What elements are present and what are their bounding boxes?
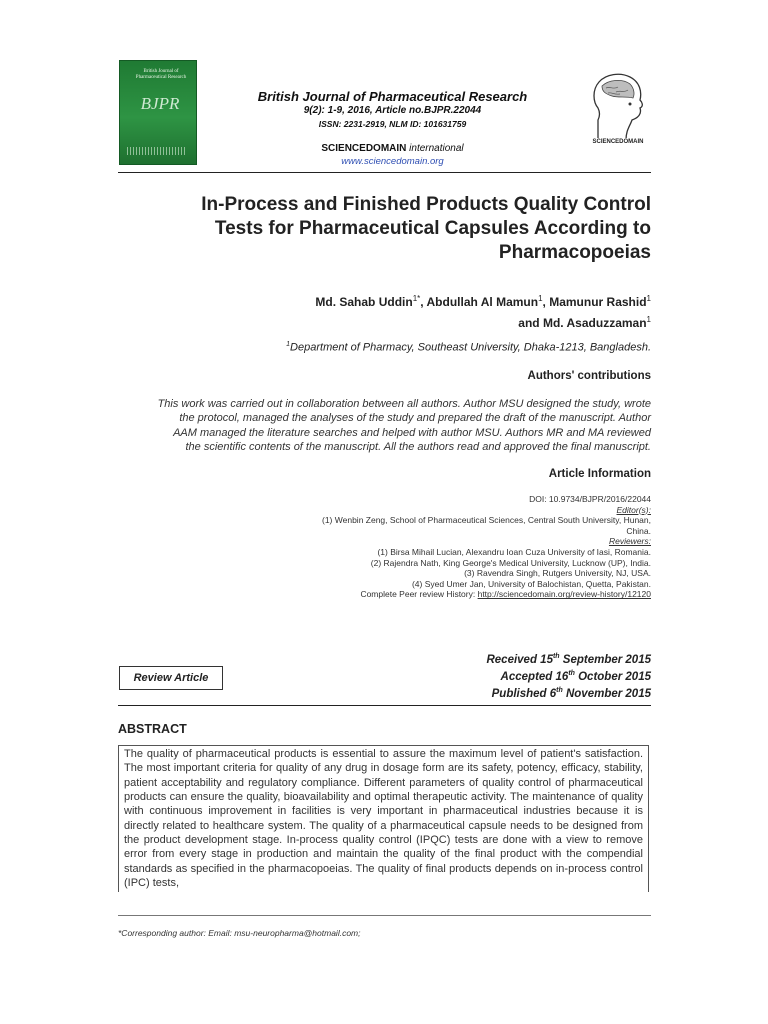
publisher-logo-icon <box>586 68 650 148</box>
reviewers-label: Reviewers: <box>608 536 651 547</box>
editor-item: (1) Wenbin Zeng, School of Pharmaceutical Sciences, Central South University, Hunan, <box>322 515 651 526</box>
editors-label: Editor(s): <box>616 504 651 515</box>
affiliation: $^1$Department of Pharmacy, Southeast University, Dhaka-1213, Bangladesh. <box>286 341 651 354</box>
author-list: Md. Sahab Uddin$^{1*}$, Abdullah Al Mamun$^1$, Mamunur Rashid$^1$ and Md. Asaduzzaman$^1$ <box>315 294 651 330</box>
article-type-badge: Review Article <box>119 666 223 690</box>
footnote-divider <box>118 915 651 916</box>
journal-volume: 9(2): 1-9, 2016, Article no.BJPR.22044 <box>303 105 482 116</box>
corresponding-author-footnote: *Corresponding author: Email: msu-neuropharma@hotmail.com; <box>118 928 361 938</box>
article-info-heading: Article Information <box>548 468 651 480</box>
publication-dates: Received 15th September 2015 Accepted 16th October 2015 Published 6th November 2015 <box>486 653 651 700</box>
reviewer-item: (4) Syed Umer Jan, University of Balochistan, Quetta, Pakistan. <box>411 578 651 589</box>
contributions-text: This work was carried out in collaboration between all authors. Author MSU designed the study, wrote the protocol, managed the analyses of the study and prepared the draft of the manuscript. Author AAM managed the literature searches and helped with author MSU. Authors MR and MA reviewed the scientific contents of the manuscript. All the authors read and approved the final manuscript. <box>157 398 651 454</box>
cover-logo: BJPR <box>140 94 180 113</box>
cover-barcode <box>127 147 187 155</box>
review-history-link[interactable]: http://sciencedomain.org/review-history/12120 <box>477 589 651 600</box>
cover-title: British Journal of Pharmaceutical Research <box>135 69 187 80</box>
reviewer-item: (1) Birsa Mihail Lucian, Alexandru Ioan Cuza University of Iasi, Romania. <box>377 546 651 557</box>
article-title: In-Process and Finished Products Quality Control Tests for Pharmaceutical Capsules According to Pharmacopoeias <box>201 194 651 263</box>
publisher-name: SCIENCEDOMAIN international <box>321 143 464 154</box>
header-divider <box>118 172 651 173</box>
doi: DOI: 10.9734/BJPR/2016/22044 <box>529 494 651 504</box>
abstract-divider <box>118 705 651 706</box>
contributions-heading: Authors' contributions <box>527 370 651 382</box>
journal-cover-image <box>119 60 197 165</box>
editor-item: China. <box>626 525 651 536</box>
journal-issn: ISSN: 2231-2919, NLM ID: 101631759 <box>318 119 467 129</box>
abstract-heading: ABSTRACT <box>118 722 187 736</box>
publisher-url-link[interactable]: www.sciencedomain.org <box>341 156 444 167</box>
review-history: Complete Peer review History: http://sciencedomain.org/review-history/12120 <box>360 589 651 600</box>
journal-name: British Journal of Pharmaceutical Research <box>257 89 528 104</box>
abstract-text: The quality of pharmaceutical products is essential to assure the maximum level of patient's satisfaction. The most important criteria for quality of any drug in dosage form are its safety, potency, efficacy, stability, patient acceptability and regulatory compliance. Different parameters of quality control of pharmaceutical products can ensure the quality, bioavailability and optimal therapeutic activity. The maintenance of quality with continuous improvement in facilities is very important in pharmaceutical industries because it is directly related to healthcare system. The quality of a pharmaceutical capsule needs to be designed from the product development stage. In-process quality control (IPQC) tests are done with a view to remove error from every stage in production and maintain the quality of the final product with the compendial standards as specified in the pharmacopoeias. The quality of final products depends on in-process control (IPC) tests, <box>124 748 643 890</box>
article-info <box>260 494 651 600</box>
reviewer-item: (2) Rajendra Nath, King George's Medical University, Lucknow (UP), India. <box>370 557 651 568</box>
reviewer-item: (3) Ravendra Singh, Rutgers University, NJ, USA. <box>464 568 651 579</box>
abstract-box <box>118 745 649 892</box>
publisher-logo-label: SCIENCEDOMAIN <box>592 139 644 145</box>
